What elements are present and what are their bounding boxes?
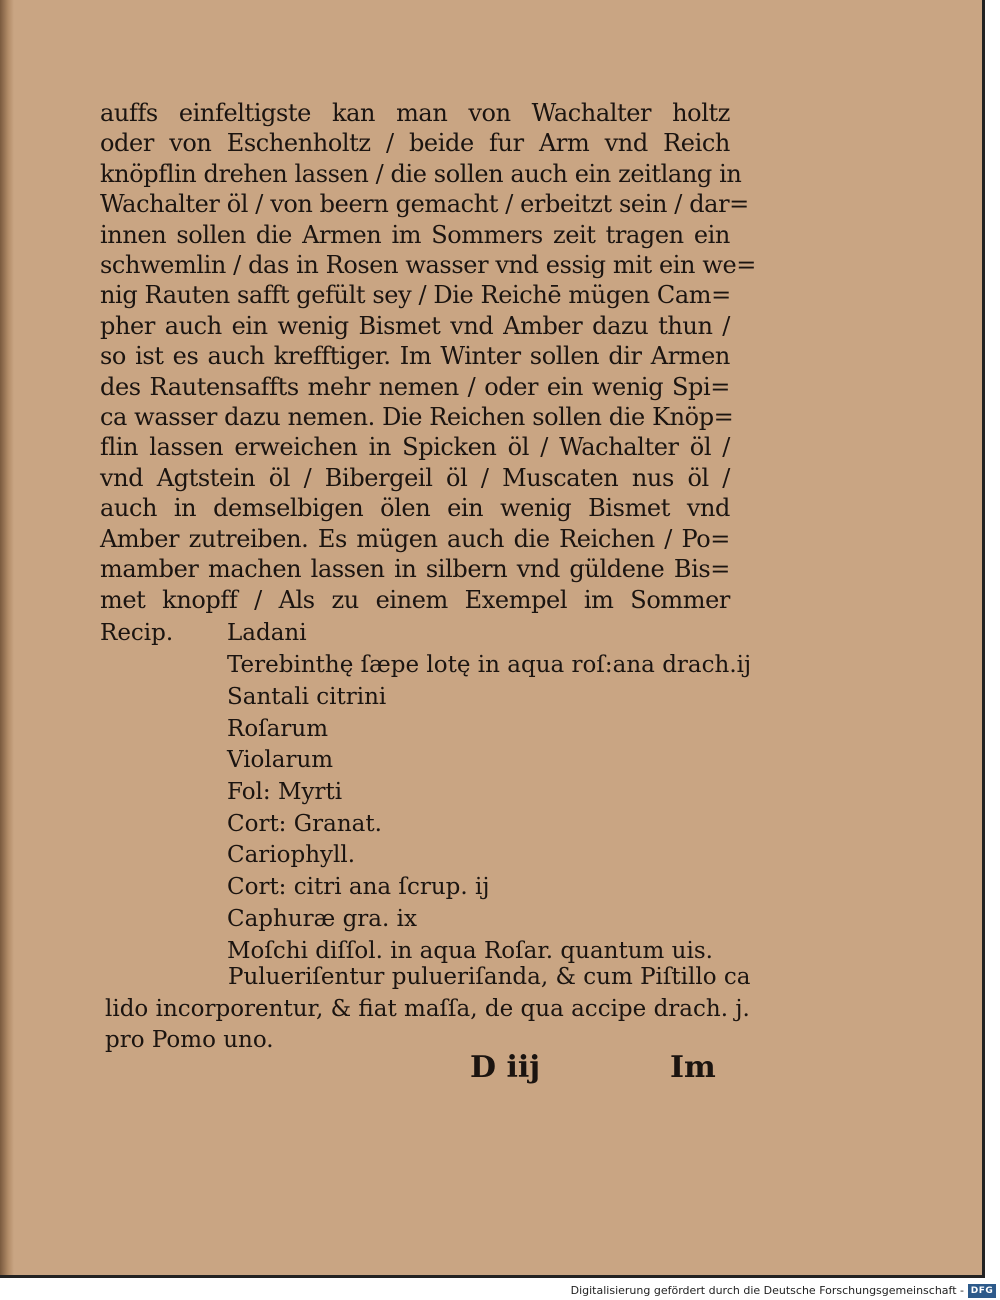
recipe-ingredient: Moſchi diſſol. in aqua Roſar. quantum uis.	[227, 938, 713, 964]
recipe-ingredient: Fol: Myrti	[227, 779, 343, 805]
recipe-ingredient: Cariophyll.	[227, 842, 356, 868]
text-line: innen sollen die Armen im Sommers zeit tragen ein	[100, 220, 730, 249]
dfg-logo: DFG	[968, 1284, 996, 1298]
recipe-ingredient: Roſarum	[227, 716, 329, 742]
text-line: auch in demselbigen ölen ein wenig Bismet vnd	[100, 494, 730, 523]
recipe-ingredient: Cort: Granat.	[227, 811, 382, 837]
text-line: pro Pomo uno.	[105, 1027, 274, 1053]
recipe-ingredient: Caphuræ gra. ix	[227, 906, 417, 932]
closing-paragraph	[105, 962, 751, 1057]
text-line: met knopff / Als zu einem Exempel im Sommer	[100, 585, 730, 614]
text-line: mamber machen lassen in silbern vnd güldene Bis=	[100, 555, 730, 584]
recipe-ingredient: Santali citrini	[227, 684, 387, 710]
text-line: lido incorporentur, & fiat maſſa, de qua accipe drach. j.	[105, 995, 750, 1022]
text-line: des Rautensaffts mehr nemen / oder ein wenig Spi=	[100, 372, 730, 401]
text-line: knöpflin drehen lassen / die sollen auch ein zeitlang in	[100, 159, 742, 188]
text-line: schwemlin / das in Rosen wasser vnd essig mit ein we=	[100, 251, 757, 280]
recipe-ingredient: Terebinthę ſæpe lotę in aqua roſ:ana drach.ij	[227, 652, 752, 678]
recipe-label: Recip.	[100, 620, 174, 646]
text-line: pher auch ein wenig Bismet vnd Amber dazu thun /	[100, 311, 730, 340]
text-line: nig Rauten safft gefült sey / Die Reichē mügen Cam=	[100, 281, 731, 310]
text-line: so ist es auch krefftiger. Im Winter sollen dir Armen	[100, 342, 730, 371]
digitization-credit: Digitalisierung gefördert durch die Deutsche Forschungsgemeinschaft -	[570, 1284, 964, 1297]
text-line: oder von Eschenholtz / beide fur Arm vnd Reich	[100, 129, 730, 158]
text-line: Amber zutreiben. Es mügen auch die Reichen / Po=	[100, 524, 730, 553]
recipe-ingredient: Ladani	[227, 620, 307, 646]
text-line: auffs einfeltigste kan man von Wachalter holtz	[100, 99, 730, 127]
recipe-ingredient: Cort: citri ana ſcrup. ij	[227, 874, 490, 900]
text-line: Pulueriſentur pulueriſanda, & cum Piſtillo ca	[228, 964, 751, 990]
text-line: vnd Agtstein öl / Bibergeil öl / Muscaten nus öl /	[100, 463, 730, 492]
text-line: ca wasser dazu nemen. Die Reichen sollen die Knöp=	[100, 403, 734, 432]
text-line: Wachalter öl / von beern gemacht / erbeitzt sein / dar=	[100, 190, 749, 219]
text-line: flin lassen erweichen in Spicken öl / Wachalter öl /	[100, 433, 730, 462]
recipe-ingredient: Violarum	[227, 747, 334, 773]
catchword: Im	[670, 1050, 716, 1085]
fraktur-paragraph	[100, 98, 757, 615]
signature-mark: D iij	[470, 1050, 541, 1085]
